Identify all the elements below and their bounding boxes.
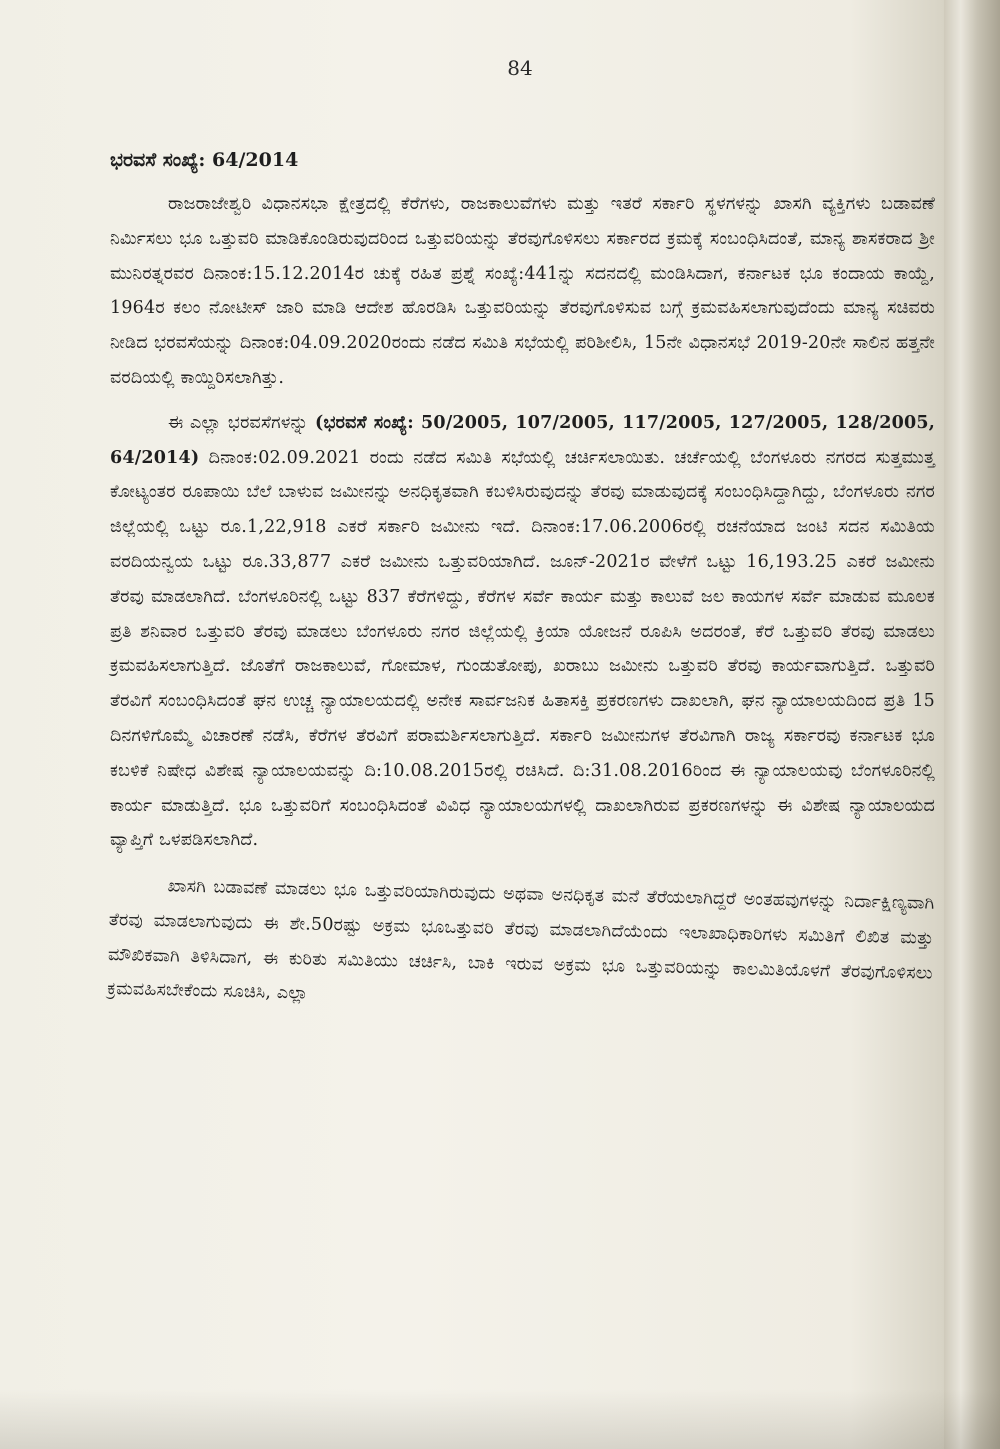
assurance-heading: ಭರವಸೆ ಸಂಖ್ಯೆ: 64/2014 [110, 149, 299, 171]
paragraph-3: ಖಾಸಗಿ ಬಡಾವಣೆ ಮಾಡಲು ಭೂ ಒತ್ತುವರಿಯಾಗಿರುವುದು ಅಥವಾ ಅನಧಿಕೃತ ಮನೆ ತೆರೆಯಲಾಗಿದ್ದರೆ ಅಂತಹವುಗಳನ್ನು ನಿರ್ದಾಕ್ಷಿಣ್ಯವಾಗಿ ತೆರವು ಮಾಡಲಾಗುವುದು ಈ ಶೇ.50ರಷ್ಟು ಅಕ್ರಮ ಭೂಒತ್ತುವರಿ ತೆರವು ಮಾಡಲಾಗಿದೆಯೆಂದು ಇಲಾಖಾಧಿಕಾರಿಗಳು ಸಮಿತಿಗೆ ಲಿಖಿತ ಮತ್ತು ಮೌಖಿಕವಾಗಿ ತಿಳಿಸಿದಾಗ, ಈ ಕುರಿತು ಸಮಿತಿಯು ಚರ್ಚಿಸಿ, ಬಾಕಿ ಇರುವ ಅಕ್ರಮ ಭೂ ಒತ್ತುವರಿಯನ್ನು ಕಾಲಮಿತಿಯೊಳಗೆ ತೆರವುಗೊಳಿಸಲು ಕ್ರಮವಹಿಸಬೇಕೆಂದು ಸೂಚಿಸಿ, ಎಲ್ಲಾ [107, 876, 935, 1005]
document-body [107, 145, 935, 1017]
paragraph-1: ರಾಜರಾಜೇಶ್ವರಿ ವಿಧಾನಸಭಾ ಕ್ಷೇತ್ರದಲ್ಲಿ ಕೆರೆಗಳು, ರಾಜಕಾಲುವೆಗಳು ಮತ್ತು ಇತರೆ ಸರ್ಕಾರಿ ಸ್ಥಳಗಳನ್ನು ಖಾಸಗಿ ವ್ಯಕ್ತಿಗಳು ಬಡಾವಣೆ ನಿರ್ಮಿಸಲು ಭೂ ಒತ್ತುವರಿ ಮಾಡಿಕೊಂಡಿರುವುದರಿಂದ ಒತ್ತುವರಿಯನ್ನು ತೆರವುಗೊಳಿಸಲು ಸರ್ಕಾರದ ಕ್ರಮಕ್ಕೆ ಸಂಬಂಧಿಸಿದಂತೆ, ಮಾನ್ಯ ಶಾಸಕರಾದ ಶ್ರೀ ಮುನಿರತ್ನರವರ ದಿನಾಂಕ:15.12.2014ರ ಚುಕ್ಕೆ ರಹಿತ ಪ್ರಶ್ನೆ ಸಂಖ್ಯೆ:441ನ್ನು ಸದನದಲ್ಲಿ ಮಂಡಿಸಿದಾಗ, ಕರ್ನಾಟಕ ಭೂ ಕಂದಾಯ ಕಾಯ್ದೆ, 1964ರ ಕಲಂ ನೋಟೀಸ್ ಜಾರಿ ಮಾಡಿ ಆದೇಶ ಹೊರಡಿಸಿ ಒತ್ತುವರಿಯನ್ನು ತೆರವುಗೊಳಿಸುವ ಬಗ್ಗೆ ಕ್ರಮವಹಿಸಲಾಗುವುದೆಂದು ಮಾನ್ಯ ಸಚಿವರು ನೀಡಿದ ಭರವಸೆಯನ್ನು ದಿನಾಂಕ:04.09.2020ರಂದು ನಡೆದ ಸಮಿತಿ ಸಭೆಯಲ್ಲಿ ಪರಿಶೀಲಿಸಿ, 15ನೇ ವಿಧಾನಸಭೆ 2019-20ನೇ ಸಾಲಿನ ಹತ್ತನೇ ವರದಿಯಲ್ಲಿ ಕಾಯ್ದಿರಿಸಲಾಗಿತ್ತು. [110, 194, 935, 388]
book-binding-edge [944, 0, 1000, 1449]
page-number: 84 [507, 56, 533, 80]
page-shadow [0, 1389, 1000, 1449]
paragraph-2-rest: ದಿನಾಂಕ:02.09.2021 ರಂದು ನಡೆದ ಸಮಿತಿ ಸಭೆಯಲ್ಲಿ ಚರ್ಚಿಸಲಾಯಿತು. ಚರ್ಚೆಯಲ್ಲಿ ಬೆಂಗಳೂರು ನಗರದ ಸುತ್ತಮುತ್ತ ಕೋಟ್ಯಂತರ ರೂಪಾಯಿ ಬೆಲೆ ಬಾಳುವ ಜಮೀನನ್ನು ಅನಧಿಕೃತವಾಗಿ ಕಬಳಿಸಿರುವುದನ್ನು ತೆರವು ಮಾಡುವುದಕ್ಕೆ ಸಂಬಂಧಿಸಿದ್ದಾಗಿದ್ದು, ಬೆಂಗಳೂರು ನಗರ ಜಿಲ್ಲೆಯಲ್ಲಿ ಒಟ್ಟು ರೂ.1,22,918 ಎಕರೆ ಸರ್ಕಾರಿ ಜಮೀನು ಇದೆ. ದಿನಾಂಕ:17.06.2006ರಲ್ಲಿ ರಚನೆಯಾದ ಜಂಟಿ ಸದನ ಸಮಿತಿಯ ವರದಿಯನ್ವಯ ಒಟ್ಟು ರೂ.33,877 ಎಕರೆ ಜಮೀನು ಒತ್ತುವರಿಯಾಗಿದೆ. ಜೂನ್-2021ರ ವೇಳೆಗೆ ಒಟ್ಟು 16,193.25 ಎಕರೆ ಜಮೀನು ತೆರವು ಮಾಡಲಾಗಿದೆ. ಬೆಂಗಳೂರಿನಲ್ಲಿ ಒಟ್ಟು 837 ಕೆರೆಗಳಿದ್ದು, ಕೆರೆಗಳ ಸರ್ವೆ ಕಾರ್ಯ ಮತ್ತು ಕಾಲುವೆ ಜಲ ಕಾಯಗಳ ಸರ್ವೆ ಮಾಡುವ ಮೂಲಕ ಪ್ರತಿ ಶನಿವಾರ ಒತ್ತುವರಿ ತೆರವು ಮಾಡಲು ಬೆಂಗಳೂರು ನಗರ ಜಿಲ್ಲೆಯಲ್ಲಿ ಕ್ರಿಯಾ ಯೋಜನೆ ರೂಪಿಸಿ ಅದರಂತೆ, ಕೆರೆ ಒತ್ತುವರಿ ತೆರವು ಮಾಡಲು ಕ್ರಮವಹಿಸಲಾಗುತ್ತಿದೆ. ಜೊತೆಗೆ ರಾಜಕಾಲುವೆ, ಗೋಮಾಳ, ಗುಂಡುತೋಪು, ಖರಾಬು ಜಮೀನು ಒತ್ತುವರಿ ತೆರವು ಕಾರ್ಯವಾಗುತ್ತಿದೆ. ಒತ್ತುವರಿ ತೆರವಿಗೆ ಸಂಬಂಧಿಸಿದಂತೆ ಘನ ಉಚ್ಚ ನ್ಯಾಯಾಲಯದಲ್ಲಿ ಅನೇಕ ಸಾರ್ವಜನಿಕ ಹಿತಾಸಕ್ತಿ ಪ್ರಕರಣಗಳು ದಾಖಲಾಗಿ, ಘನ ನ್ಯಾಯಾಲಯದಿಂದ ಪ್ರತಿ 15 ದಿನಗಳಿಗೊಮ್ಮೆ ವಿಚಾರಣೆ ನಡೆಸಿ, ಕೆರೆಗಳ ತೆರವಿಗೆ ಪರಾಮರ್ಶಿಸಲಾಗುತ್ತಿದೆ. ಸರ್ಕಾರಿ ಜಮೀನುಗಳ ತೆರವಿಗಾಗಿ ರಾಜ್ಯ ಸರ್ಕಾರವು ಕರ್ನಾಟಕ ಭೂ ಕಬಳಿಕೆ ನಿಷೇಧ ವಿಶೇಷ ನ್ಯಾಯಾಲಯವನ್ನು ದಿ:10.08.2015ರಲ್ಲಿ ರಚಿಸಿದೆ. ದಿ:31.08.2016ರಿಂದ ಈ ನ್ಯಾಯಾಲಯವು ಬೆಂಗಳೂರಿನಲ್ಲಿ ಕಾರ್ಯ ಮಾಡುತ್ತಿದೆ. ಭೂ ಒತ್ತುವರಿಗೆ ಸಂಬಂಧಿಸಿದಂತೆ ವಿವಿಧ ನ್ಯಾಯಾಲಯಗಳಲ್ಲಿ ದಾಖಲಾಗಿರುವ ಪ್ರಕರಣಗಳನ್ನು ಈ ವಿಶೇಷ ನ್ಯಾಯಾಲಯದ ವ್ಯಾಪ್ತಿಗೆ ಒಳಪಡಿಸಲಾಗಿದೆ. [110, 447, 935, 851]
assurance-numbers: (ಭರವಸೆ ಸಂಖ್ಯೆ: 50/2005, 107/2005, 117/2005, 127/2005, 128/2005, 64/2014) [110, 412, 935, 468]
paragraph-2-start: ಈ ಎಲ್ಲಾ ಭರವಸೆಗಳನ್ನು [168, 412, 316, 433]
paragraph-2 [110, 406, 935, 858]
